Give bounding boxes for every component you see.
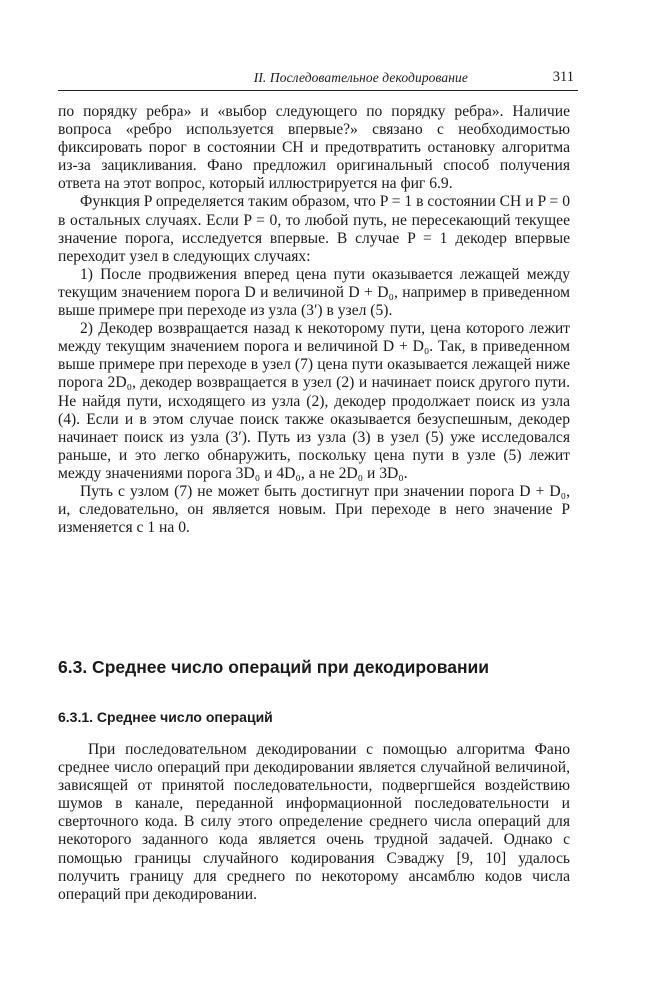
page-number: 311 [552,69,574,85]
paragraph-function-p: Функция P определяется таким образом, что P = 1 в состоянии СН и P = 0 в остальных случаях. Если P = 0, то любой путь, не пересекающий текущее значение порога, исследуется впервые. В случае P = 1 декодер впервые переходит узел в следующих случаях: [58,193,570,265]
running-title: II. Последовательное декодирование [253,70,468,85]
paragraph-node-7: Путь с узлом (7) не может быть достигнут при значении порога D + D₀, и, следовательно, он является новым. При переходе в него значение P изменяется с 1 на 0. [58,482,570,537]
paragraph-average-operations: При последовательном декодировании с помощью алгоритма Фано среднее число операций при декодировании является случайной величиной, зависящей от принятой последовательности, подвергшейся воздействию шумов в канале, переданной информационной последовательности и сверточного кода. В силу этого определение среднего числа операций для некоторого заданного кода является очень трудной задачей. Однако с помощью границы случайного кодирования Сэваджу [9, 10] удалось получить границу для среднего по некоторому ансамблю кодов числа операций при декодировании. [58,741,570,903]
subsection-heading: 6.3.1. Среднее число операций [58,709,273,725]
section-heading: 6.3. Среднее число операций при декодировании [58,657,490,677]
page-header [58,68,578,91]
paragraph-case-1: 1) После продвижения вперед цена пути оказывается лежащей между текущим значением порога D и величиной D + D₀, например в приведенном выше примере при переходе из узла (3′) в узел (5). [58,265,570,320]
section-body [58,741,570,904]
paragraph-continuation: по порядку ребра» и «выбор следующего по порядку ребра». Наличие вопроса «ребро используется впервые?» связано с необходимостью фиксировать порог в состоянии СН и предотвратить остановку алгоритма из-за зацикливания. Фано предложил оригинальный способ получения ответа на этот вопрос, который иллюстрируется на фиг 6.9. [58,103,570,193]
body-text [58,103,570,537]
paragraph-case-2: 2) Декодер возвращается назад к некоторому пути, цена которого лежит между текущим значением порога и величиной D + D₀. Так, в приведенном выше примере при переходе в узел (7) цена пути оказывается лежащей ниже порога 2D₀, декодер возвращается в узел (2) и начинает поиск другого пути. Не найдя пути, исходящего из узла (2), декодер продолжает поиск из узла (4). Если и в этом случае поиск также оказывается безуспешным, декодер начинает поиск из узла (3′). Путь из узла (3) в узел (5) уже исследовался раньше, и это легко обнаружить, поскольку цена пути в узле (5) лежит между значениями порога 3D₀ и 4D₀, а не 2D₀ и 3D₀. [58,320,570,482]
